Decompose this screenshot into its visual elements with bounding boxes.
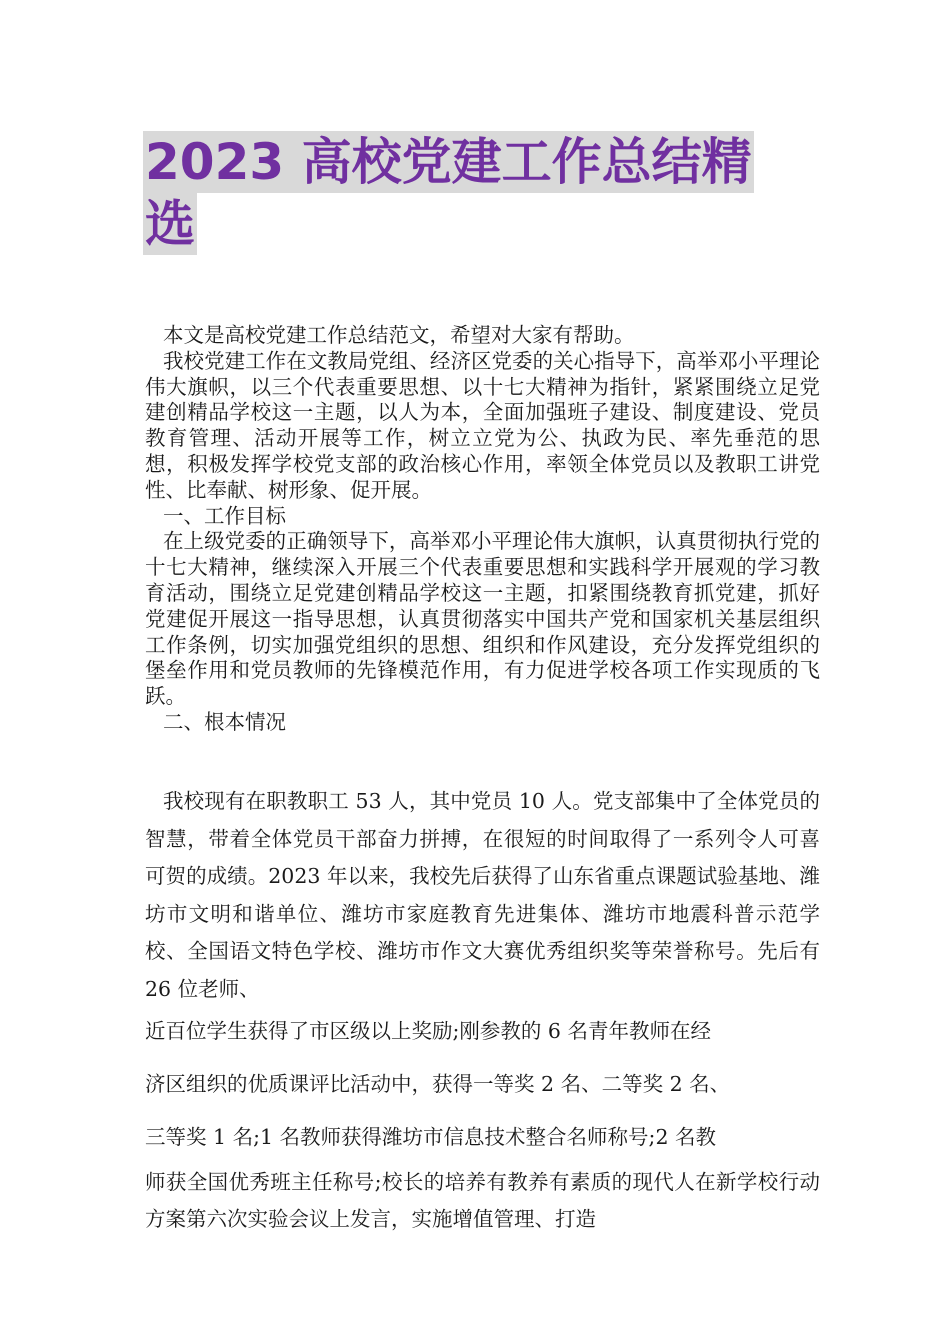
paragraph-3e-text: 师获全国优秀班主任称号;校长的培养有教养有素质的现代人在新学校行动方案第六次实验会议上发言，实施增值管理、打造	[145, 1170, 820, 1231]
paragraph-3b	[145, 1013, 820, 1050]
section-heading-1: 一、工作目标	[163, 503, 286, 528]
title-line-2: 选	[145, 195, 195, 253]
paragraph-3c-text: 济区组织的优质课评比活动中，获得一等奖 2 名、二等奖 2 名、	[145, 1072, 731, 1096]
paragraph-3e	[145, 1164, 820, 1238]
body-dense	[145, 323, 820, 736]
paragraph-2: 在上级党委的正确领导下，高举邓小平理论伟大旗帜，认真贯彻执行党的十七大精神，继续深入开展三个代表重要思想和实践科学开展观的学习教育活动，围绕立足党建创精品学校这一主题，扣紧围绕教育抓党建，抓好党建促开展这一指导思想，认真贯彻落实中国共产党和国家机关基层组织工作条例，切实加强党组织的思想、组织和作风建设，充分发挥党组织的堡垒作用和党员教师的先锋模范作用，有力促进学校各项工作实现质的飞跃。	[145, 529, 820, 709]
paragraph-3a	[145, 783, 820, 1008]
paragraph-3d-text: 三等奖 1 名;1 名教师获得潍坊市信息技术整合名师称号;2 名教	[145, 1125, 717, 1149]
intro-paragraph: 本文是高校党建工作总结范文，希望对大家有帮助。	[163, 323, 635, 347]
title-line-1: 2023 高校党建工作总结精	[145, 133, 752, 191]
paragraph-3d	[145, 1119, 820, 1156]
paragraph-3b-text: 近百位学生获得了市区级以上奖励;刚参教的 6 名青年教师在经	[145, 1019, 711, 1043]
paragraph-1: 我校党建工作在文教局党组、经济区党委的关心指导下，高举邓小平理论伟大旗帜，以三个代表重要思想、以十七大精神为指针，紧紧围绕立足党建创精品学校这一主题，以人为本，全面加强班子建设、制度建设、党员教育管理、活动开展等工作，树立立党为公、执政为民、率先垂范的思想，积极发挥学校党支部的政治核心作用，率领全体党员以及教职工讲党性、比奉献、树形象、促开展。	[145, 348, 820, 502]
paragraph-3a-text: 我校现有在职教职工 53 人，其中党员 10 人。党支部集中了全体党员的智慧，带着全体党员干部奋力拼搏，在很短的时间取得了一系列令人可喜可贺的成绩。2023 年以来，我校先后获得了山东省重点课题试验基地、潍坊市文明和谐单位、潍坊市家庭教育先进集体、潍坊市地震科普示范学校、全国语文特色学校、潍坊市作文大赛优秀组织奖等荣誉称号。先后有 26 位老师、	[145, 789, 820, 1001]
document-title	[143, 131, 823, 255]
section-heading-2: 二、根本情况	[163, 709, 286, 734]
paragraph-3c	[145, 1066, 820, 1103]
